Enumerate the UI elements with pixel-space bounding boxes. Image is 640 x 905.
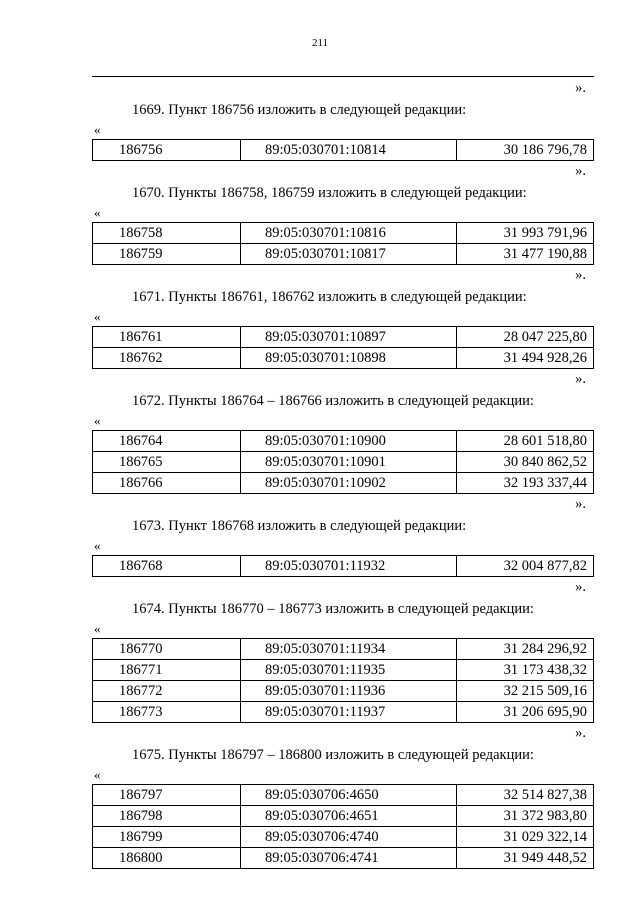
- amendment-heading: 1674. Пункты 186770 – 186773 изложить в следующей редакции:: [132, 601, 534, 617]
- item-number-cell: 186765: [93, 452, 241, 473]
- cadastral-number-cell: 89:05:030701:11935: [241, 660, 457, 681]
- cadastral-number-cell: 89:05:030706:4740: [241, 827, 457, 848]
- value-cell: 31 372 983,80: [457, 806, 594, 827]
- table-row: [93, 431, 594, 452]
- table-row: [93, 348, 594, 369]
- cadastral-number-cell: 89:05:030701:10901: [241, 452, 457, 473]
- table-row: [93, 681, 594, 702]
- table-row: [93, 473, 594, 494]
- value-cell: 32 004 877,82: [457, 556, 594, 577]
- cadastral-number-cell: 89:05:030701:11934: [241, 639, 457, 660]
- amendment-heading: 1673. Пункт 186768 изложить в следующей редакции:: [132, 518, 467, 534]
- opening-quote-mark: «: [94, 621, 101, 636]
- entries-table: [92, 326, 594, 369]
- amendment-section: [92, 494, 594, 577]
- item-number-cell: 186766: [93, 473, 241, 494]
- item-number-cell: 186797: [93, 785, 241, 806]
- item-number-cell: 186759: [93, 244, 241, 265]
- amendment-heading: 1669. Пункт 186756 изложить в следующей редакции:: [132, 102, 467, 118]
- item-number-cell: 186764: [93, 431, 241, 452]
- value-cell: 31 993 791,96: [457, 223, 594, 244]
- item-number-cell: 186770: [93, 639, 241, 660]
- value-cell: 32 193 337,44: [457, 473, 594, 494]
- entries-table: [92, 555, 594, 577]
- table-row: [93, 556, 594, 577]
- table-row: [93, 660, 594, 681]
- value-cell: 31 494 928,26: [457, 348, 594, 369]
- opening-quote-mark: «: [94, 538, 101, 553]
- table-row: [93, 827, 594, 848]
- closing-quote-mark: ».: [575, 725, 586, 741]
- table-row: [93, 806, 594, 827]
- closing-quote-mark: ».: [575, 496, 586, 512]
- cadastral-number-cell: 89:05:030706:4741: [241, 848, 457, 869]
- value-cell: 31 206 695,90: [457, 702, 594, 723]
- opening-quote-mark: «: [94, 205, 101, 220]
- amendment-section: [92, 369, 594, 494]
- cadastral-number-cell: 89:05:030701:10898: [241, 348, 457, 369]
- amendment-heading: 1672. Пункты 186764 – 186766 изложить в следующей редакции:: [132, 393, 534, 409]
- opening-quote-mark: «: [94, 413, 101, 428]
- cadastral-number-cell: 89:05:030701:11932: [241, 556, 457, 577]
- page-number: 211: [311, 37, 329, 49]
- closing-quote-mark: ».: [575, 80, 586, 96]
- value-cell: 32 514 827,38: [457, 785, 594, 806]
- cadastral-number-cell: 89:05:030701:11937: [241, 702, 457, 723]
- closing-quote-mark: ».: [575, 267, 586, 283]
- item-number-cell: 186799: [93, 827, 241, 848]
- table-row: [93, 244, 594, 265]
- item-number-cell: 186761: [93, 327, 241, 348]
- cadastral-number-cell: 89:05:030706:4651: [241, 806, 457, 827]
- amendment-heading: 1671. Пункты 186761, 186762 изложить в следующей редакции:: [132, 289, 527, 305]
- table-row: [93, 452, 594, 473]
- value-cell: 30 840 862,52: [457, 452, 594, 473]
- closing-quote-mark: ».: [575, 163, 586, 179]
- opening-quote-mark: «: [94, 309, 101, 324]
- value-cell: 32 215 509,16: [457, 681, 594, 702]
- item-number-cell: 186756: [93, 140, 241, 161]
- item-number-cell: 186762: [93, 348, 241, 369]
- amendment-section: [92, 723, 594, 869]
- value-cell: 31 284 296,92: [457, 639, 594, 660]
- cadastral-number-cell: 89:05:030701:10902: [241, 473, 457, 494]
- value-cell: 31 173 438,32: [457, 660, 594, 681]
- table-row: [93, 140, 594, 161]
- item-number-cell: 186758: [93, 223, 241, 244]
- item-number-cell: 186798: [93, 806, 241, 827]
- amendment-section: [92, 265, 594, 369]
- item-number-cell: 186771: [93, 660, 241, 681]
- value-cell: 28 047 225,80: [457, 327, 594, 348]
- document-body: [92, 78, 594, 869]
- amendment-heading: 1670. Пункты 186758, 186759 изложить в следующей редакции:: [132, 185, 527, 201]
- value-cell: 31 477 190,88: [457, 244, 594, 265]
- amendment-section: [92, 577, 594, 723]
- item-number-cell: 186800: [93, 848, 241, 869]
- entries-table: [92, 638, 594, 723]
- table-row: [93, 639, 594, 660]
- cadastral-number-cell: 89:05:030701:10897: [241, 327, 457, 348]
- entries-table: [92, 222, 594, 265]
- value-cell: 31 029 322,14: [457, 827, 594, 848]
- cadastral-number-cell: 89:05:030701:10817: [241, 244, 457, 265]
- item-number-cell: 186773: [93, 702, 241, 723]
- top-divider: [92, 76, 594, 77]
- item-number-cell: 186772: [93, 681, 241, 702]
- closing-quote-mark: ».: [575, 371, 586, 387]
- amendment-heading: 1675. Пункты 186797 – 186800 изложить в следующей редакции:: [132, 747, 534, 763]
- value-cell: 28 601 518,80: [457, 431, 594, 452]
- amendment-section: [92, 78, 594, 161]
- closing-quote-mark: ».: [575, 579, 586, 595]
- entries-table: [92, 139, 594, 161]
- opening-quote-mark: «: [94, 767, 101, 782]
- opening-quote-mark: «: [94, 122, 101, 137]
- entries-table: [92, 784, 594, 869]
- table-row: [93, 702, 594, 723]
- table-row: [93, 785, 594, 806]
- table-row: [93, 327, 594, 348]
- entries-table: [92, 430, 594, 494]
- table-row: [93, 223, 594, 244]
- value-cell: 31 949 448,52: [457, 848, 594, 869]
- cadastral-number-cell: 89:05:030701:10900: [241, 431, 457, 452]
- cadastral-number-cell: 89:05:030701:10814: [241, 140, 457, 161]
- cadastral-number-cell: 89:05:030706:4650: [241, 785, 457, 806]
- amendment-section: [92, 161, 594, 265]
- item-number-cell: 186768: [93, 556, 241, 577]
- value-cell: 30 186 796,78: [457, 140, 594, 161]
- cadastral-number-cell: 89:05:030701:11936: [241, 681, 457, 702]
- table-row: [93, 848, 594, 869]
- cadastral-number-cell: 89:05:030701:10816: [241, 223, 457, 244]
